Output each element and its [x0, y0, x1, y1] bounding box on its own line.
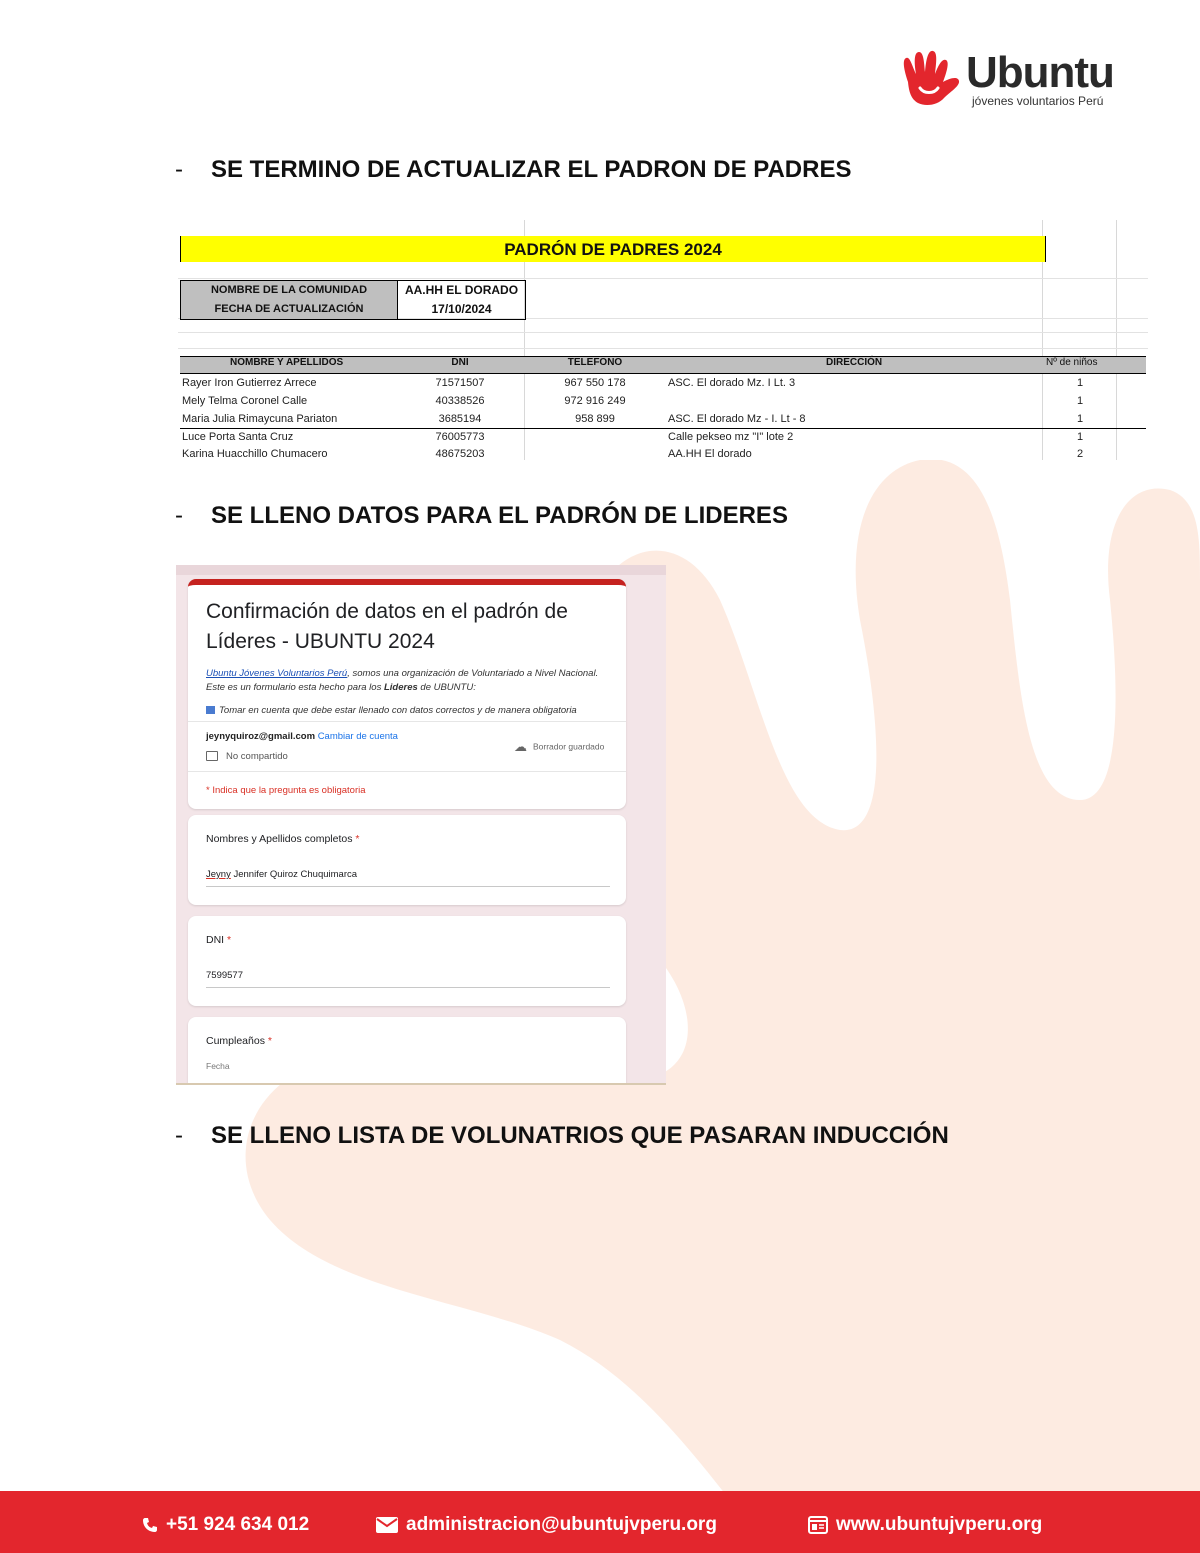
- col-dir: DIRECCIÓN: [826, 357, 883, 368]
- website-text: www.ubuntujvperu.org: [836, 1514, 1043, 1535]
- cell-dir: AA.HH El dorado: [668, 448, 752, 460]
- ubuntu-logo: [898, 48, 1138, 110]
- web-browser-icon: [808, 1516, 828, 1534]
- share-off-icon: [206, 751, 218, 761]
- ubuntu-hand-logo-icon: [898, 48, 964, 108]
- sheet-meta: [180, 280, 526, 320]
- form-note: [206, 705, 577, 716]
- heading-text: SE TERMINO DE ACTUALIZAR EL PADRON DE PADRES: [211, 156, 852, 183]
- label-text: Nombres y Apellidos completos: [206, 833, 353, 845]
- contact-footer: [0, 1491, 1200, 1553]
- section-heading-padron-padres: [175, 156, 851, 184]
- not-shared-text: No compartido: [226, 751, 288, 762]
- account-email: jeynyquiroz@gmail.com: [206, 731, 316, 742]
- note-text: Tomar en cuenta que debe estar llenado con datos correctos y de manera obligatoria: [219, 705, 577, 716]
- question-label: DNI *: [206, 934, 232, 946]
- cell-dni: 48675203: [435, 448, 485, 460]
- padron-padres-spreadsheet: [178, 220, 1148, 460]
- table-row: [180, 410, 1146, 429]
- col-tel: TELEFONO: [567, 357, 623, 368]
- logo-tagline: jóvenes voluntarios Perú: [972, 94, 1104, 108]
- desc-text: Este es un formulario esta hecho para los: [206, 682, 384, 693]
- col-name: NOMBRE Y APELLIDOS: [230, 357, 344, 368]
- table-row: [180, 374, 1146, 392]
- table-row: [180, 428, 1146, 446]
- cell-name: Karina Huacchillo Chumacero: [182, 448, 328, 460]
- heading-text: SE LLENO DATOS PARA EL PADRÓN DE LIDERES: [211, 502, 788, 529]
- label-text: Cumpleaños: [206, 1035, 265, 1047]
- bullet-dash: -: [175, 502, 183, 529]
- cell-kids: 1: [1076, 395, 1084, 407]
- section-heading-lista-voluntarios: [175, 1122, 949, 1150]
- footer-phone: [142, 1514, 309, 1536]
- cell-kids: 1: [1076, 413, 1084, 425]
- meta-label-date: FECHA DE ACTUALIZACIÓN: [214, 303, 364, 315]
- answer-first-word: Jeyny: [206, 869, 231, 880]
- sheet-header-row: [180, 356, 1146, 374]
- table-row: [180, 445, 1146, 460]
- email-text: administracion@ubuntujvperu.org: [406, 1514, 717, 1535]
- cell-dir: Calle pekseo mz "I" lote 2: [668, 431, 794, 443]
- footer-website: [808, 1514, 1042, 1536]
- question-label: Nombres y Apellidos completos *: [206, 833, 360, 845]
- mail-icon: [376, 1517, 398, 1533]
- cell-tel: 972 916 249: [564, 395, 626, 407]
- form-title: Confirmación de datos en el padrón de Líderes - UBUNTU 2024: [206, 600, 568, 653]
- desc-text: , somos una organización de Voluntariado a Nivel Nacional.: [347, 668, 599, 679]
- desc-bold: Lideres: [383, 682, 418, 693]
- full-name-input[interactable]: [206, 869, 610, 887]
- question-birthday: [188, 1017, 626, 1085]
- question-dni: [188, 916, 626, 1006]
- cell-dir: ASC. El dorado Mz - I. Lt - 8: [668, 413, 806, 425]
- dni-input[interactable]: [206, 970, 610, 988]
- table-row: [180, 392, 1146, 410]
- cell-name: Luce Porta Santa Cruz: [182, 431, 294, 443]
- question-full-name: [188, 815, 626, 905]
- cell-name: Rayer Iron Gutierrez Arrece: [182, 377, 317, 389]
- form-header-card: [188, 579, 626, 809]
- not-shared-status: [206, 751, 288, 762]
- date-input-hint[interactable]: Fecha: [206, 1061, 230, 1071]
- calendar-icon: [206, 706, 215, 714]
- answer-text: Jennifer Quiroz Chuquimarca: [230, 869, 358, 880]
- draft-status: [514, 739, 604, 755]
- cell-tel: 967 550 178: [564, 377, 626, 389]
- meta-label-community: NOMBRE DE LA COMUNIDAD: [210, 284, 368, 296]
- cell-tel: 958 899: [575, 413, 615, 425]
- heading-text: SE LLENO LISTA DE VOLUNATRIOS QUE PASARAN INDUCCIÓN: [211, 1122, 949, 1149]
- logo-brand: Ubuntu: [966, 48, 1114, 97]
- section-heading-padron-lideres: [175, 502, 788, 530]
- google-form-screenshot: [176, 565, 666, 1085]
- phone-icon: [142, 1517, 158, 1533]
- col-dni: DNI: [451, 357, 469, 368]
- cell-name: Maria Julia Rimaycuna Pariaton: [182, 413, 338, 425]
- meta-value-date: 17/10/2024: [431, 302, 492, 316]
- label-text: DNI: [206, 934, 225, 946]
- desc-text: de UBUNTU:: [417, 682, 476, 693]
- cell-dni: 76005773: [435, 431, 485, 443]
- bullet-dash: -: [175, 1122, 183, 1149]
- phone-text: +51 924 634 012: [166, 1514, 310, 1535]
- cell-name: Mely Telma Coronel Calle: [182, 395, 308, 407]
- cloud-check-icon: ☁: [514, 739, 527, 754]
- cell-dir: ASC. El dorado Mz. I Lt. 3: [668, 377, 796, 389]
- col-kids: Nº de niños: [1046, 357, 1098, 368]
- cell-kids: 1: [1076, 431, 1084, 443]
- cell-kids: 1: [1076, 377, 1084, 389]
- answer-text: 7599577: [206, 970, 243, 981]
- draft-text: Borrador guardado: [533, 741, 605, 752]
- sheet-title: PADRÓN DE PADRES 2024: [180, 236, 1046, 262]
- footer-email: [376, 1514, 717, 1536]
- required-note: * Indica que la pregunta es obligatoria: [206, 785, 366, 796]
- switch-account-link[interactable]: Cambiar de cuenta: [317, 731, 398, 742]
- org-link[interactable]: Ubuntu Jóvenes Voluntarios Perú: [206, 668, 348, 679]
- account-info: [206, 731, 398, 742]
- meta-value-community: AA.HH EL DORADO: [404, 283, 519, 297]
- cell-dni: 71571507: [435, 377, 485, 389]
- question-label: Cumpleaños *: [206, 1035, 272, 1047]
- cell-dni: 3685194: [438, 413, 482, 425]
- form-description: [206, 667, 616, 695]
- bullet-dash: -: [175, 156, 183, 183]
- cell-kids: 2: [1076, 448, 1084, 460]
- cell-dni: 40338526: [435, 395, 485, 407]
